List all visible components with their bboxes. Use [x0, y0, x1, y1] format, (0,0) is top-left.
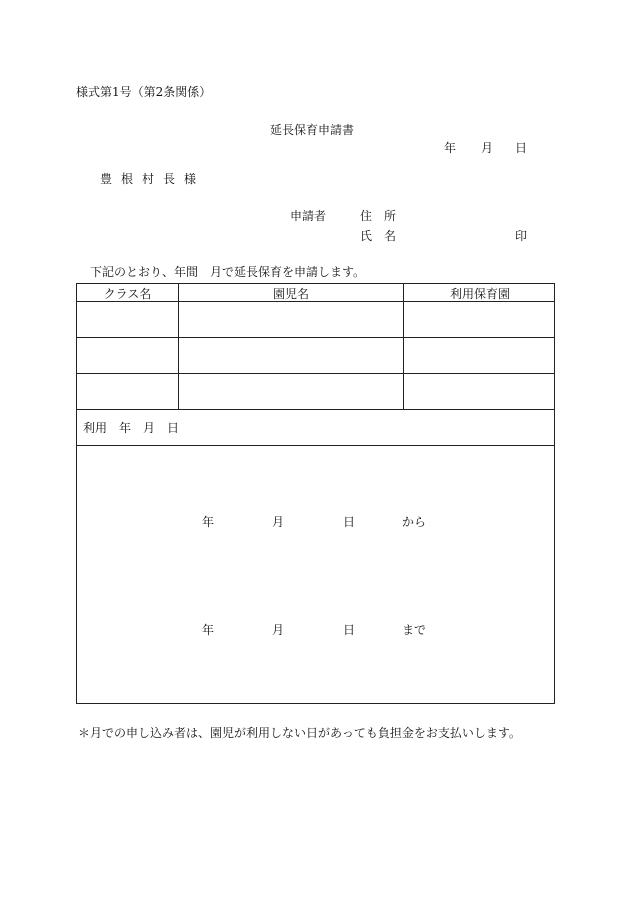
table-rule: [77, 409, 554, 410]
date-month-label: 月: [481, 141, 494, 155]
to-month: 月: [272, 623, 285, 637]
to-day: 日: [343, 623, 356, 637]
table-rule: [77, 337, 554, 338]
to-suffix: まで: [402, 623, 427, 637]
table-rule: [77, 373, 554, 374]
from-day: 日: [343, 515, 356, 529]
table-rule: [77, 445, 554, 446]
applicant-label: 申請者: [290, 209, 327, 223]
date-year-label: 年: [444, 141, 457, 155]
from-year: 年: [202, 515, 215, 529]
document-title: 延長保育申請書: [270, 123, 355, 137]
addressee: 豊根村長様: [100, 172, 206, 186]
header-nursery: 利用保育園: [449, 287, 510, 301]
to-year: 年: [202, 623, 215, 637]
table-rule: [77, 301, 554, 302]
seal-mark: 印: [515, 229, 528, 243]
application-table: [76, 283, 555, 704]
table-rule: [178, 284, 179, 410]
name-label: 氏 名: [360, 229, 397, 243]
table-rule: [403, 284, 404, 410]
form-number: 様式第1号（第2条関係）: [76, 85, 212, 99]
from-month: 月: [272, 515, 285, 529]
date-day-label: 日: [515, 141, 528, 155]
footnote: ＊月での申し込み者は、園児が利用しない日があっても負担金をお支払いします。: [78, 726, 521, 740]
intro-text: 下記のとおり、年間 月で延長保育を申請します。: [90, 265, 366, 279]
address-label: 住 所: [360, 209, 397, 223]
usage-label: 利用 年 月 日: [83, 421, 180, 435]
header-class-name: クラス名: [103, 287, 152, 301]
from-suffix: から: [402, 515, 427, 529]
header-child-name: 園児名: [272, 287, 309, 301]
